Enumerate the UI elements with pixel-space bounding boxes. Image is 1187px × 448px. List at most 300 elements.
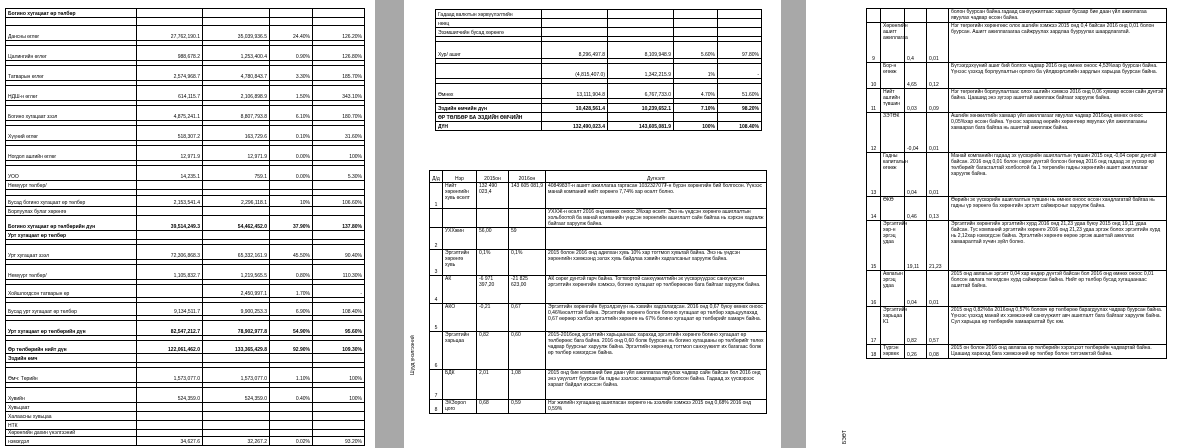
cell-value: 2,296,118.1 — [203, 196, 270, 207]
row-label: Гадаад валютын хөрвүүлэлтийн — [436, 10, 542, 19]
row-label: Бусад богино хугацаат өр төлбөр — [6, 196, 137, 207]
cell-no: 14 — [867, 197, 881, 221]
cell-no: 4 — [430, 276, 443, 304]
cell-no: 6 — [430, 332, 443, 370]
table-row — [867, 307, 1167, 345]
cell-value — [270, 231, 313, 240]
cell-v2: 0,12 — [927, 63, 949, 89]
table-row — [436, 10, 762, 19]
cell-y2016: 1,08 — [509, 370, 546, 400]
row-label: Урт хугацаат өр төлбөр — [6, 231, 137, 240]
cell-value — [137, 207, 203, 216]
cell-note: 2015 онд бие компаний бие даан үйл ажиллагаа явуулах чадвар сайн байсан бол 2016 онд энэ үзүүлэлт буурсан ба гадны зээлээс хамааралтай болсон байна. Гадаад эх үүсвэрээс хараат байдал ихэссэн байна. — [546, 370, 767, 400]
cell-name — [881, 9, 905, 23]
cell-value — [137, 181, 203, 190]
table-row — [867, 9, 1167, 23]
cell-value — [542, 10, 608, 19]
table-row — [6, 106, 365, 121]
cell-value: 100% — [313, 388, 365, 403]
cell-note: Эргэлтийн хөрөнгийн эргэлтийн хурд 2016 онд 21,23 удаа буюу 2015 онд 19,11 удаа байсан. Тус компаний эргэлтийн хөрөнгө 2016 онд 21,23 удаа эргэж болох эргэлтийн хурд нь 2,12хар нэмэгдсэн байна. Эргэлтийн хөрөнгө өөрөө эргэж ашигтай ажиллах хамааралтай хүчин зүйл болно. — [949, 221, 1167, 271]
cell-v1: 19,11 — [905, 221, 927, 271]
cell-name: Эргэлтийн хөр-н эргэц удаа — [881, 221, 905, 271]
table-row — [430, 304, 767, 332]
cell-y2015: -0,21 — [477, 304, 509, 332]
cell-value — [313, 231, 365, 240]
table-row — [6, 430, 365, 437]
cell-value — [313, 430, 365, 437]
cell-name: АК — [443, 276, 477, 304]
cell-no: 12 — [867, 113, 881, 153]
cell-note: 2015 он болон 2016 онд авлагаа өр төлбөрийн хэрэгцээт төлбөрийн чадвартай байна. Цаашид харахад бага хэмжээний өр төлбөр болон тэтгэмжтэй байна. — [949, 345, 1167, 359]
cell-value: 13,111,904.8 — [542, 84, 608, 99]
cell-y2016: 0,1% — [509, 250, 546, 276]
table-row — [436, 84, 762, 99]
cell-value: 1,342,215.9 — [608, 64, 674, 79]
cell-value — [270, 421, 313, 430]
column-header: Д/д — [430, 171, 443, 183]
column-header: Дүгнэлт — [546, 171, 767, 183]
cell-value: 0.40% — [270, 388, 313, 403]
cell-value: 0.00% — [270, 166, 313, 181]
table-row — [430, 228, 767, 250]
cell-v2: 0,01 — [927, 271, 949, 307]
cell-value: 1,219,565.5 — [203, 265, 270, 280]
table-row — [6, 46, 365, 61]
cell-value: 8,296,497.8 — [542, 42, 608, 59]
cell-value — [203, 9, 270, 18]
table-row — [6, 181, 365, 190]
cell-value — [608, 10, 674, 19]
cell-value: 2,106,898.9 — [203, 86, 270, 101]
cell-value: 4,780,843.7 — [203, 66, 270, 81]
cell-name: Эргэлтийн харьцаа К1 — [881, 307, 905, 345]
cell-value: 65,332,161.9 — [203, 245, 270, 260]
cell-no: 7 — [430, 370, 443, 400]
row-label: Хур/ ашиг — [436, 42, 542, 59]
cell-value: 109.30% — [313, 341, 365, 354]
cell-name: Авлагын эргэц удаа — [881, 271, 905, 307]
table-row — [6, 285, 365, 298]
table-row — [436, 42, 762, 59]
table-row — [430, 183, 767, 209]
cell-value: 163,729.6 — [203, 126, 270, 141]
cell-value: 2,450,997.1 — [203, 285, 270, 298]
cell-note: Нэг төгрөгийн борлуулалтаас олох ашгийн хэмжээ 2016 онд 0,06 хувиар өссөн сайн дүнтэй байна. Цаашид энэ зүгээр ашигтай ажиллаж байгааг харуулж байна. — [949, 89, 1167, 113]
table-row — [867, 89, 1167, 113]
row-label: ДҮН — [436, 122, 542, 131]
table-row — [430, 370, 767, 400]
cell-value — [137, 403, 203, 412]
cell-value: 6,767,733.0 — [608, 84, 674, 99]
cell-value: 54.90% — [270, 321, 313, 336]
cell-note: 4084983Т-н ашигт ажиллагаа гаргасан 103232707₮-н бүрэн хөрөнгийн бий болгосон. Үүнээс манай компаний нийт хөрөнгө 7,74% хар өсөлт болно. — [546, 183, 767, 209]
table-row — [6, 166, 365, 181]
cell-value: 5.30% — [313, 166, 365, 181]
cell-value: 92.90% — [270, 341, 313, 354]
cell-v1: 0,04 — [905, 271, 927, 307]
column-header: Нэр — [443, 171, 477, 183]
side-label-economic: Шууд үнэлгээний — [410, 335, 416, 375]
table-row — [867, 153, 1167, 197]
cell-no: 10 — [867, 63, 881, 89]
table-row — [436, 122, 762, 131]
cell-v2: 0,01 — [927, 113, 949, 153]
cell-value — [270, 412, 313, 421]
cell-v1: 4,65 — [905, 63, 927, 89]
cell-no — [867, 9, 881, 23]
table-row — [6, 403, 365, 412]
cell-value: 343.10% — [313, 86, 365, 101]
row-label: Өр төлбөрийн нийт дүн — [6, 341, 137, 354]
cell-value: 126.80% — [313, 46, 365, 61]
table-row — [6, 303, 365, 316]
cell-value — [608, 113, 674, 122]
cell-value — [270, 18, 313, 26]
cell-value: 122,061,462.0 — [137, 341, 203, 354]
cell-value: 1.50% — [270, 86, 313, 101]
cell-value — [203, 430, 270, 437]
cell-value: 9,134,511.7 — [137, 303, 203, 316]
cell-value: 1% — [674, 64, 718, 79]
cell-y2016: 0,67 — [509, 304, 546, 332]
cell-note: 2015-2016онд эргэлтийн харьцаанаас харахад эргэлтийн хөрөнгө богино хугацаат өр төлбөрөөс бага байна. 2016 онд 0,60 болж буурсан нь богино хугацааны өр төлбөрийг төлөх чадвар буурсныг харуулж байна. Эргэлтийн хөрөнгөд тогтмол санхүүжилт их багагаас болж өр төлбөр нэмэгдсэн байна. — [546, 332, 767, 370]
cell-note: Бүтээгдэхүүний ашиг бий болгох чадвар 2016 онд өмнөх оноос 4,53%хар буурсан байна. Үүнээс үзэхэд борлуулалтын орлого ба үйлдвэрлэлийн зардлын харьцаа буурсан байна. — [949, 63, 1167, 89]
cell-value: 126.20% — [313, 26, 365, 41]
page-left — [0, 0, 375, 448]
cell-value — [608, 28, 674, 37]
cell-y2015: 132 490 023,4 — [477, 183, 509, 209]
cell-value: 8,109,948.9 — [608, 42, 674, 59]
cell-value — [137, 421, 203, 430]
cell-value: 524,359.0 — [137, 388, 203, 403]
cell-value — [203, 18, 270, 26]
cell-value — [203, 181, 270, 190]
cell-value: 133,365,429.8 — [203, 341, 270, 354]
cell-name: Эргэлтийн хөрөнгө хувь — [443, 250, 477, 276]
row-label: Ногдол ашгийн өглөг — [6, 146, 137, 161]
table-row — [430, 276, 767, 304]
cell-value: 0.90% — [270, 46, 313, 61]
cell-value — [270, 430, 313, 437]
cell-v2: 0,13 — [927, 197, 949, 221]
cell-value: 6.10% — [270, 106, 313, 121]
cell-value: - — [313, 285, 365, 298]
row-label — [6, 18, 137, 26]
cell-note: Өөрийн эх үүсвэрийн ашиглалтын түвшин нь өмнөх оноос өссөн хандлагатай байгаа нь гадны үр хөрөнгө ба хөрөнгийн эргэлт сайжирсныг харуулж байна. — [949, 197, 1167, 221]
row-label: Немүүрг төлбөр/ — [6, 181, 137, 190]
table-row — [6, 368, 365, 383]
row-label: Хувийн — [6, 388, 137, 403]
cell-value: 12,971.9 — [137, 146, 203, 161]
cell-value — [137, 231, 203, 240]
cell-value — [137, 285, 203, 298]
table-row — [6, 26, 365, 41]
row-label: Урт хугацаат өр төлбөрийн дүн — [6, 321, 137, 336]
cell-y2015 — [477, 209, 509, 228]
cell-value: 97.80% — [718, 42, 762, 59]
cell-value: 100% — [674, 122, 718, 131]
cell-value: 524,359.0 — [203, 388, 270, 403]
cell-y2016: 143 605 081,9 — [509, 183, 546, 209]
cell-value — [270, 207, 313, 216]
cell-note: Эргэлтийн хөрөнгийн бүрэлдэхүүн нь хэвийн хадгалагдсан. 2016 онд 0,67 буюу өмнөх оноос 0,46%өсөлттэй байна. Эргэлтийн хөрөнгө болон богино хугацаат өр төлбөр харьцуулахад 0,67 өөрөөр хэлбэл эргэлтийн хөрөнгө нь 67% богино хугацаат өр төлбөрийг хамарч байна. — [546, 304, 767, 332]
cell-value — [137, 354, 203, 363]
side-label-beot: БЭӨТ — [842, 430, 848, 444]
cell-value — [718, 19, 762, 28]
cell-note: АК сөрөг дүнтэй гарч байна. Тогтвортой санхүүжилтийн эх үүсвэрүүдээс санхүүжсэн эргэлтийн хөрөнгийн хэмжээ, богино хугацаат өр төлбөрөөсөө бага байгааг харуулж байна. — [546, 276, 767, 304]
cell-note: болон буурсан байна.гадаад санхүүжилтаас хараат бусаар бие даан үйл ажиллагаа явуулах чадвар өссөн байна. — [949, 9, 1167, 23]
table-row — [6, 231, 365, 240]
cell-value: 12,971.9 — [203, 146, 270, 161]
table-row — [6, 66, 365, 81]
row-label: Эздийн өмч — [6, 354, 137, 363]
table-row — [867, 63, 1167, 89]
cell-no: 17 — [867, 307, 881, 345]
cell-value: 100% — [313, 146, 365, 161]
row-label: Цалингийн өглөг — [6, 46, 137, 61]
row-label: нөөц — [436, 19, 542, 28]
table-row — [430, 209, 767, 228]
cell-name: Хөрөнгийн ашигт ажиллагаа — [881, 23, 905, 63]
row-label: НТК — [6, 421, 137, 430]
table-row — [867, 197, 1167, 221]
cell-value — [270, 9, 313, 18]
cell-value: 72,306,868.3 — [137, 245, 203, 260]
cell-value — [718, 113, 762, 122]
cell-value: 2,574,968.7 — [137, 66, 203, 81]
cell-name — [443, 209, 477, 228]
cell-value: - — [718, 64, 762, 79]
cell-value — [203, 207, 270, 216]
row-label: Хүүний өглөг — [6, 126, 137, 141]
cell-note: Манай компанийн гадаад эх үүсвэрийн ашиглалтын түвшин 2015 онд -0,04 сөрөг дүнтэй байсан. 2016 онд 0,01 болон сөрөг дүнтэй болсон бөгөөд 2016 онд гадаад эх үүсвэр өр төлбөрийг багасгалтай холбоотой ба 1 төгрөгийн гадны хөрөнгийн ашигт ажиллагааг харуулж байна. — [949, 153, 1167, 197]
cell-value: 132,490,023.4 — [542, 122, 608, 131]
cell-y2015: 56,00 — [477, 228, 509, 250]
cell-v2 — [927, 9, 949, 23]
cell-v2: 21,23 — [927, 221, 949, 271]
row-label: ӨР ТӨЛБӨР БА ЭЗДИЙН ӨМЧИЙН — [436, 113, 542, 122]
row-label — [436, 64, 542, 79]
table-row — [6, 341, 365, 354]
row-label: Борлуулах булаг хөрөнгө — [6, 207, 137, 216]
cell-value: 9,900,253.3 — [203, 303, 270, 316]
row-label: Эзэмшигчийн бусад хөрөнгө — [436, 28, 542, 37]
cell-value — [137, 18, 203, 26]
cell-y2016: -21 825 623,00 — [509, 276, 546, 304]
cell-name: Эргэлтийн харьцаа — [443, 332, 477, 370]
cell-note: 2015 онд авлагын эргэлт 0,04 хар өндөр дүнтэй байсан бол 2016 онд өмнөх оноос 0,01 болсон авлага төлөгдсөн хурд сайжирсан байна. Нийт өр төлбөр бусад хугацаанаас ашигтай байна. — [949, 271, 1167, 307]
cell-value — [718, 10, 762, 19]
cell-value: 759.1 — [203, 166, 270, 181]
cell-name: АКО — [443, 304, 477, 332]
cell-value: 32,267.2 — [203, 437, 270, 446]
page-right — [806, 0, 1187, 448]
cell-name: Гадны капиталын өгөөж — [881, 153, 905, 197]
cell-name: Нийт ашгийн түвшин — [881, 89, 905, 113]
cell-value: 143,605,081.9 — [608, 122, 674, 131]
cell-name: Нийт хөрөнгийн хувь өсөлт — [443, 183, 477, 209]
row-label: нэмэгдэл — [6, 437, 137, 446]
cell-no — [430, 209, 443, 228]
row-label: Татварын өглөг — [6, 66, 137, 81]
row-label: Дансны өглөг — [6, 26, 137, 41]
row-label: Эздийн өмчийн дүн — [436, 104, 542, 113]
cell-y2015: 0,68 — [477, 400, 509, 414]
cell-value — [313, 421, 365, 430]
equity-table — [435, 9, 762, 131]
cell-v1: 0,46 — [905, 197, 927, 221]
table-row — [867, 23, 1167, 63]
cell-value — [313, 207, 365, 216]
cell-value: 51.60% — [718, 84, 762, 99]
cell-value: 185.70% — [313, 66, 365, 81]
table-row — [867, 345, 1167, 359]
cell-value: 78,902,977.8 — [203, 321, 270, 336]
cell-value: 45.50% — [270, 245, 313, 260]
table-header-row — [430, 171, 767, 183]
cell-no: 13 — [867, 153, 881, 197]
column-header: 2016он — [509, 171, 546, 183]
cell-value — [137, 430, 203, 437]
cell-name: БДК — [443, 370, 477, 400]
cell-no: 18 — [867, 345, 881, 359]
table-row — [6, 216, 365, 231]
table-row — [6, 18, 365, 26]
table-row — [867, 271, 1167, 307]
cell-value: 10,239,652.1 — [608, 104, 674, 113]
cell-value — [313, 18, 365, 26]
cell-value: 100% — [313, 368, 365, 383]
cell-v2: 0,09 — [927, 89, 949, 113]
cell-value: 93.20% — [313, 437, 365, 446]
cell-y2016: 0,59 — [509, 400, 546, 414]
cell-value: 1.10% — [270, 368, 313, 383]
cell-value — [542, 113, 608, 122]
cell-value: 0.10% — [270, 126, 313, 141]
cell-value: 518,307.2 — [137, 126, 203, 141]
cell-v1 — [905, 9, 927, 23]
cell-note: 2015 онд 0,82%ба 2016онд 0,57% боловч өр төлбөрөө барагдуулах чадвар буурсан байна. Үүнээс үзэхэд манай их хэмжээний санхүүжилт авч ашиглалт бага байгааг харуулж байна. Сул харьцаа өр төлбөрийн хамааралтай бус юм. — [949, 307, 1167, 345]
cell-value: 24.40% — [270, 26, 313, 41]
cell-no: 1 — [430, 183, 443, 209]
cell-value: 1,573,077.0 — [137, 368, 203, 383]
cell-name: ЭХЗорол цого — [443, 400, 477, 414]
page-middle — [404, 0, 781, 448]
cell-v1: 0,82 — [905, 307, 927, 345]
cell-value — [313, 403, 365, 412]
cell-note: Ашгийн хөнжилтийн хамаар үйл ажиллагааг явуулах чадвар 2016онд өмнөх оноос 0,05%хар өссөн байна. Үүнээс харахад өөрийн хөрөнгөөр явуулах үйл ажиллагааны хамаарал бага байгаа нь ашигтай ажиллаж байна. — [949, 113, 1167, 153]
row-label: Өмнөх — [436, 84, 542, 99]
table-row — [867, 113, 1167, 153]
cell-value: 4,875,241.1 — [137, 106, 203, 121]
cell-value — [718, 28, 762, 37]
table-row — [6, 354, 365, 363]
cell-value — [674, 10, 718, 19]
cell-value: 0.80% — [270, 265, 313, 280]
cell-v2: 0,01 — [927, 153, 949, 197]
cell-value: 614,115.7 — [137, 86, 203, 101]
row-label: Богино хугацаат өр төлбөр — [6, 9, 137, 18]
table-row — [6, 86, 365, 101]
cell-no: 15 — [867, 221, 881, 271]
cell-value: 98.20% — [718, 104, 762, 113]
cell-no: 11 — [867, 89, 881, 113]
column-header: 2015он — [477, 171, 509, 183]
cell-name: Бор-н өгөөж — [881, 63, 905, 89]
cell-value — [674, 19, 718, 28]
cell-v2: 0,57 — [927, 307, 949, 345]
table-row — [6, 265, 365, 280]
cell-value: 106.60% — [313, 196, 365, 207]
cell-value — [313, 354, 365, 363]
cell-value: 7.10% — [674, 104, 718, 113]
cell-value: 988,678.2 — [137, 46, 203, 61]
row-label: Хойшлогдсон татварын өр — [6, 285, 137, 298]
cell-value — [203, 403, 270, 412]
cell-value: (4,815,407.0) — [542, 64, 608, 79]
cell-value — [674, 113, 718, 122]
cell-v1: 0,03 — [905, 89, 927, 113]
cell-value — [270, 403, 313, 412]
table-row — [436, 104, 762, 113]
balance-sheet-table — [5, 8, 365, 446]
cell-value — [313, 9, 365, 18]
cell-value: 1,105,832.7 — [137, 265, 203, 280]
cell-value — [137, 9, 203, 18]
table-row — [6, 207, 365, 216]
row-label: Халаасны хувьцаа — [6, 412, 137, 421]
row-label: Бусад урт хугацаат өр төлбөр — [6, 303, 137, 316]
cell-value — [608, 19, 674, 28]
cell-v1: -0,04 — [905, 113, 927, 153]
table-row — [6, 421, 365, 430]
cell-no: 16 — [867, 271, 881, 307]
cell-v1: 0,04 — [905, 153, 927, 197]
cell-note: УХХЖ-н өсөлт 2016 онд өмнөх оноос 3%хар өсөлт. Энэ нь үндсэн хөрөнгө ашиглалтын хольбоотой ба манай компанийн үндсэн хөрөнгийн ашиглалт сайн байгаа нь хэрхэн хадгалж байгааг харуулж байна. — [546, 209, 767, 228]
table-row — [430, 400, 767, 414]
cell-value: 137.80% — [313, 216, 365, 231]
cell-value: 5.60% — [674, 42, 718, 59]
table-row — [6, 437, 365, 446]
cell-name: ЗЭТӨК — [881, 113, 905, 153]
table-row — [6, 321, 365, 336]
cell-no: 8 — [430, 400, 443, 414]
cell-value: 35,039,936.5 — [203, 26, 270, 41]
cell-value: 54,462,452.0 — [203, 216, 270, 231]
cell-value: 1.70% — [270, 285, 313, 298]
cell-value: 27,762,190.1 — [137, 26, 203, 41]
row-label: Богино хугацаат зээл — [6, 106, 137, 121]
row-label: Хувьцаат — [6, 403, 137, 412]
cell-value: 1,573,077.0 — [203, 368, 270, 383]
cell-value: 14,235.1 — [137, 166, 203, 181]
cell-no: 2 — [430, 228, 443, 250]
cell-value — [203, 354, 270, 363]
table-row — [6, 126, 365, 141]
cell-value — [542, 28, 608, 37]
row-label: Немүүрг төлбөр/ — [6, 265, 137, 280]
cell-y2016: 59 — [509, 228, 546, 250]
table-row — [6, 412, 365, 421]
table-row — [6, 388, 365, 403]
cell-y2015: 0,82 — [477, 332, 509, 370]
row-label: Богино хугацаат өр төлбөрийн дүн — [6, 216, 137, 231]
cell-value: 37.90% — [270, 216, 313, 231]
cell-value: 4.70% — [674, 84, 718, 99]
cell-v2: 0,08 — [927, 345, 949, 359]
cell-value: 31.60% — [313, 126, 365, 141]
cell-v1: 0,26 — [905, 345, 927, 359]
